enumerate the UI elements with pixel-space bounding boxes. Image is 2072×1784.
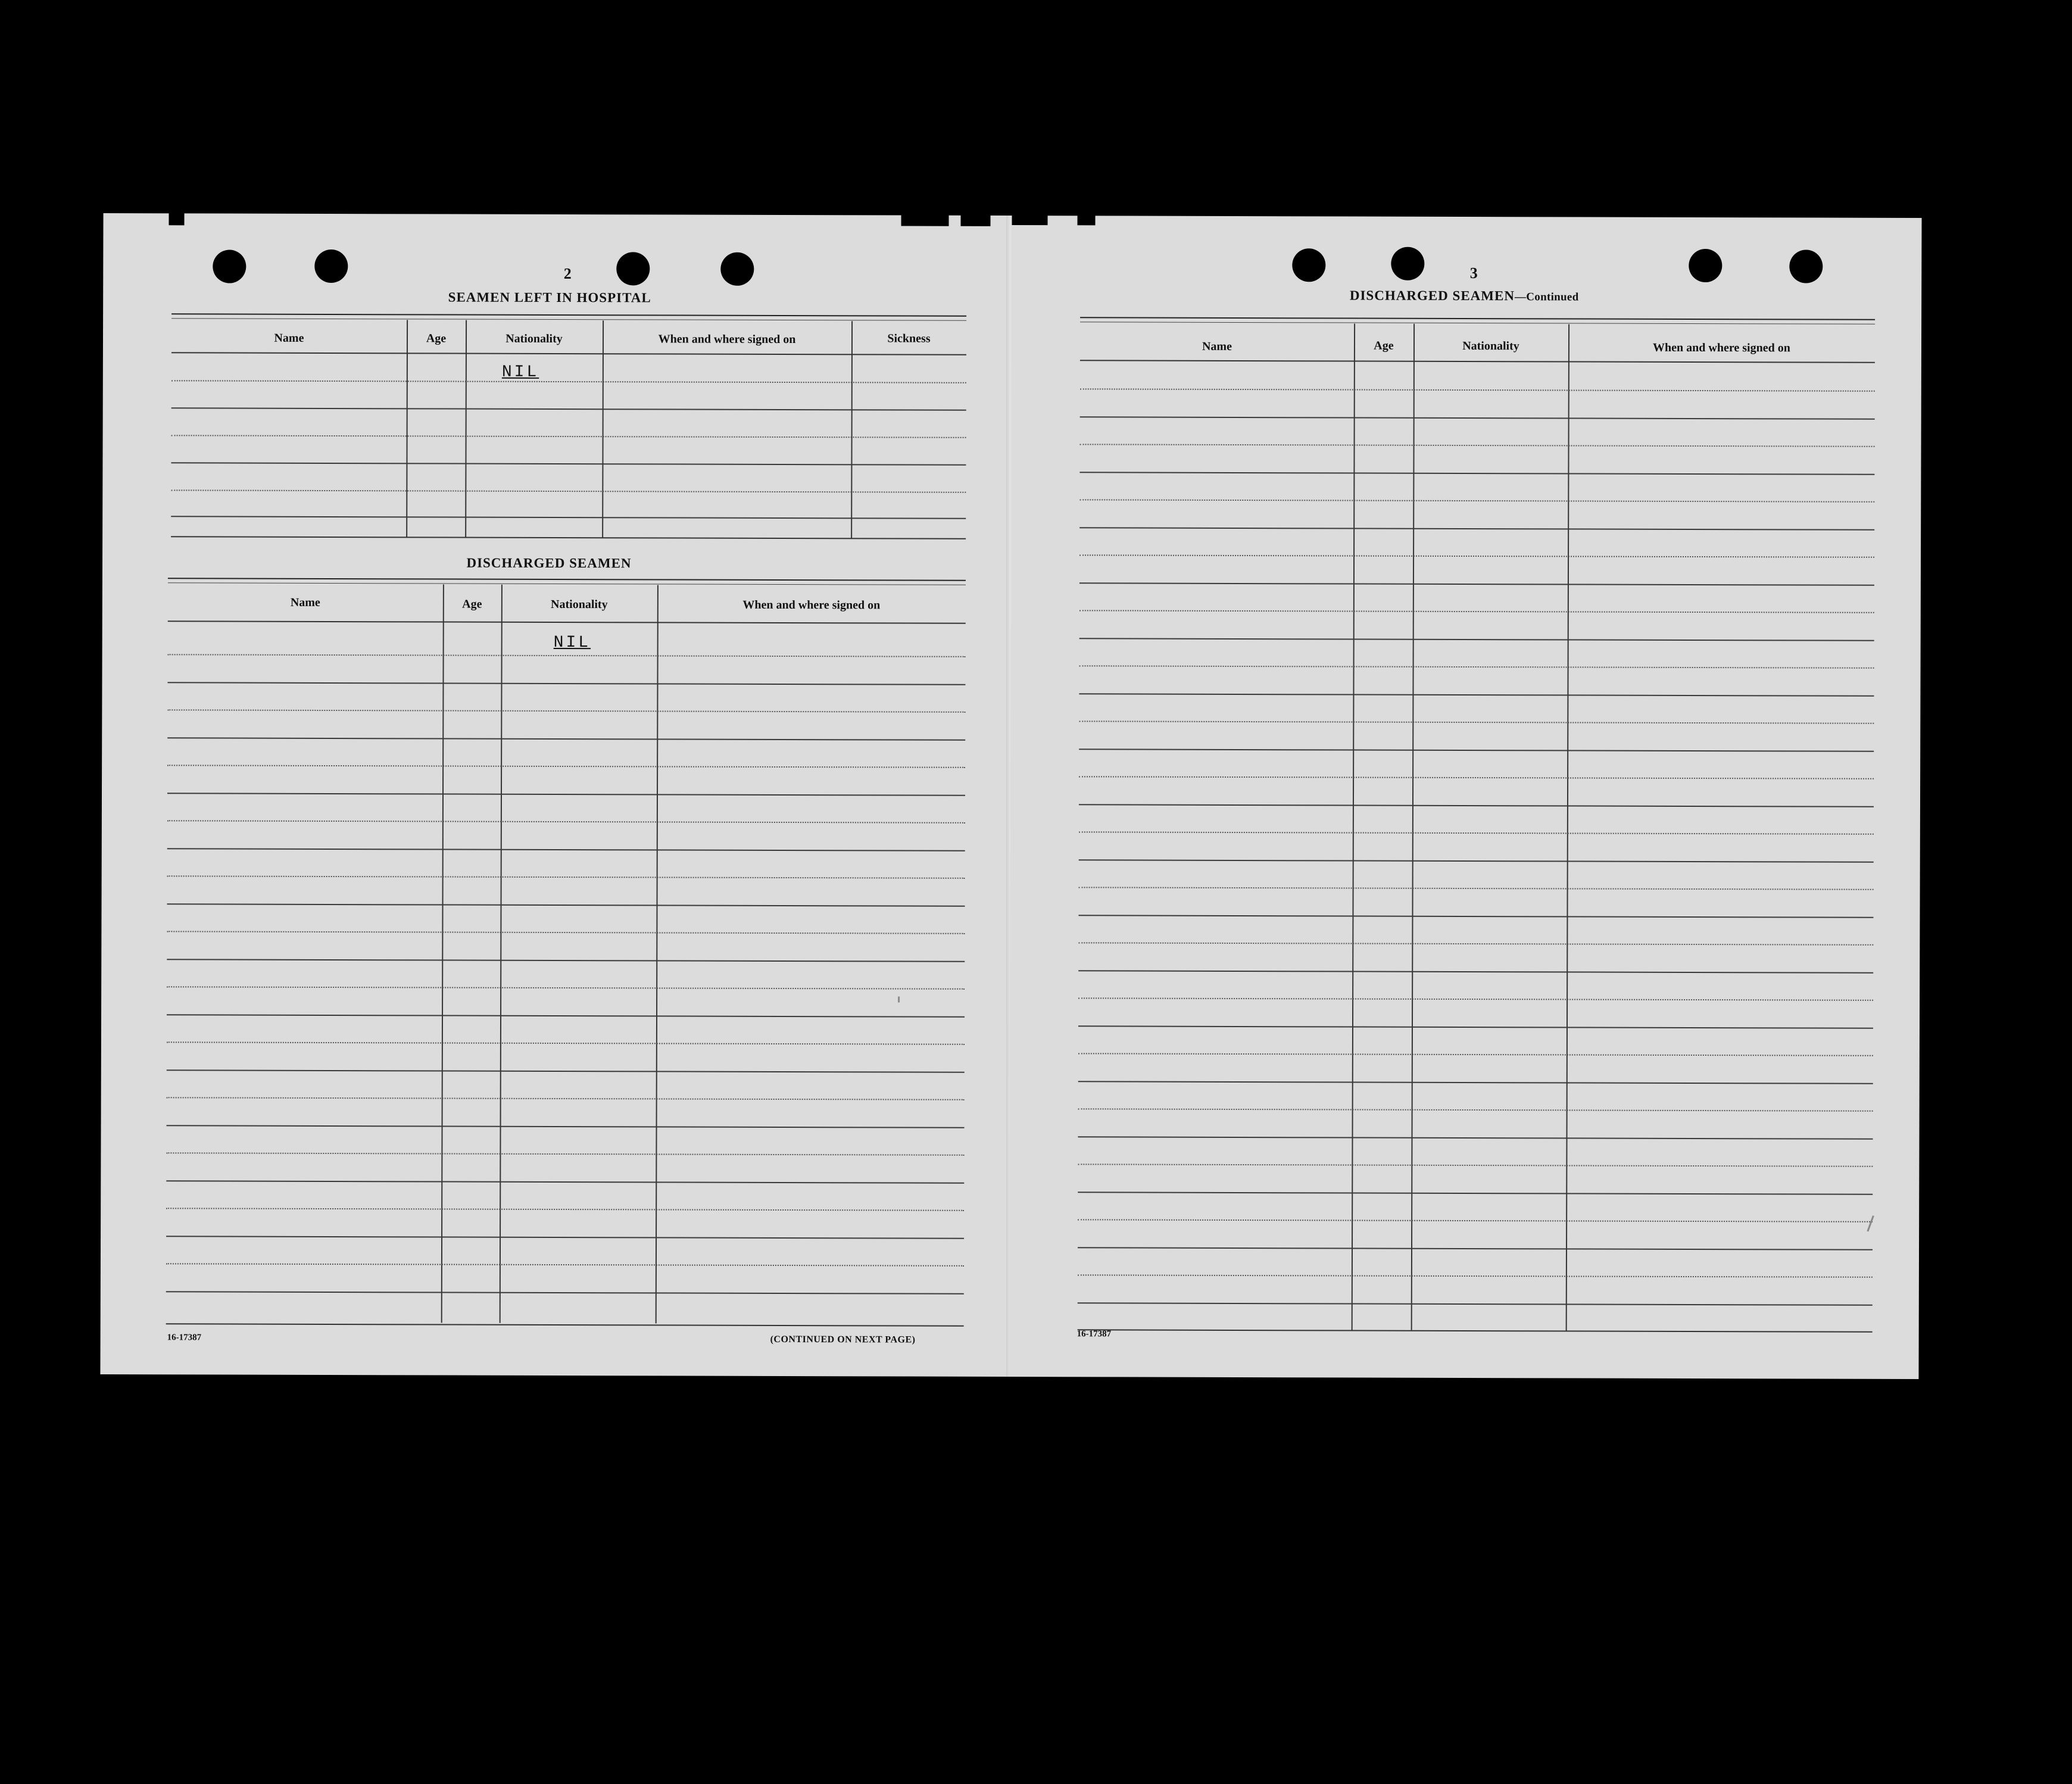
table-row xyxy=(167,1014,965,1018)
table-row xyxy=(1079,721,1874,723)
column-header-when-where: When and where signed on xyxy=(1653,341,1790,355)
table-row xyxy=(167,875,965,879)
column-divider xyxy=(500,585,503,1323)
table-row xyxy=(167,793,965,796)
binder-hole xyxy=(1689,249,1722,282)
table-row xyxy=(1079,776,1874,779)
table-row xyxy=(1078,1025,1873,1028)
hospital-section-title: SEAMEN LEFT IN HOSPITAL xyxy=(448,289,651,305)
binder-hole xyxy=(1391,247,1424,280)
table-row xyxy=(1078,1302,1873,1305)
column-header-when-where: When and where signed on xyxy=(658,332,796,347)
table-row xyxy=(1078,1053,1873,1056)
table-row xyxy=(1078,942,1873,945)
column-header-name: Name xyxy=(274,331,304,345)
discharged-continued-title xyxy=(1285,288,1643,304)
table-row xyxy=(1079,638,1874,641)
column-header-nationality: Nationality xyxy=(551,597,608,612)
table-top-rule xyxy=(1080,317,1875,324)
table-row xyxy=(1079,472,1874,475)
table-row xyxy=(167,959,965,962)
table-row xyxy=(167,820,965,824)
header-rule xyxy=(1080,360,1875,363)
table-row xyxy=(171,489,966,492)
table-row xyxy=(171,462,966,465)
table-row xyxy=(168,654,966,657)
binder-hole xyxy=(314,249,348,283)
torn-edge xyxy=(1078,212,1096,225)
column-header-age: Age xyxy=(1374,339,1394,353)
form-number: 16-17387 xyxy=(1076,1329,1112,1339)
table-row xyxy=(1078,1247,1873,1250)
table-row xyxy=(1079,554,1874,557)
table-row xyxy=(1079,748,1874,751)
torn-edge xyxy=(169,208,185,225)
table-row xyxy=(1078,1219,1873,1222)
continued-note: (CONTINUED ON NEXT PAGE) xyxy=(770,1334,916,1345)
table-row xyxy=(1078,997,1873,1000)
table-row xyxy=(166,1208,964,1211)
table-row xyxy=(1078,915,1873,918)
table-row xyxy=(1078,1164,1873,1167)
page-number: 2 xyxy=(563,265,572,283)
column-header-when-where: When and where signed on xyxy=(742,598,881,612)
discharged-continued-title-suffix: —Continued xyxy=(1514,291,1579,304)
discharged-section-title: DISCHARGED SEAMEN xyxy=(466,555,632,571)
table-row xyxy=(1079,610,1874,613)
table-bottom-rule xyxy=(166,1323,964,1327)
column-divider xyxy=(1352,324,1355,1330)
table-row xyxy=(167,1069,965,1073)
table-row xyxy=(171,435,966,438)
discharged-entry-nil: NIL xyxy=(553,633,591,653)
table-row xyxy=(167,986,965,990)
table-top-rule xyxy=(168,578,966,585)
table-row xyxy=(167,1125,965,1128)
header-rule xyxy=(168,620,966,624)
table-row xyxy=(1080,444,1875,447)
table-row xyxy=(171,407,966,410)
table-row xyxy=(1079,804,1874,807)
column-header-nationality: Nationality xyxy=(1462,339,1519,353)
table-row xyxy=(1079,859,1874,862)
torn-edge xyxy=(961,213,991,226)
table-row xyxy=(166,1263,964,1267)
binder-hole xyxy=(1789,249,1823,283)
table-row xyxy=(1079,499,1874,502)
torn-edge xyxy=(901,213,949,226)
table-bottom-rule xyxy=(171,536,966,539)
paper-mark xyxy=(898,997,900,1003)
column-divider xyxy=(656,585,659,1323)
table-row xyxy=(166,1180,964,1184)
table-row xyxy=(171,380,966,383)
table-row xyxy=(167,848,965,852)
table-row xyxy=(166,1236,964,1239)
table-row xyxy=(1080,388,1875,391)
table-row xyxy=(1078,970,1873,973)
table-row xyxy=(1079,831,1874,834)
hospital-entry-nil: NIL xyxy=(501,363,539,382)
table-row xyxy=(1079,693,1874,696)
binder-hole xyxy=(720,252,754,286)
table-row xyxy=(167,682,965,685)
table-row xyxy=(167,903,965,907)
column-divider xyxy=(441,584,444,1323)
table-row xyxy=(1079,527,1874,530)
discharged-continued-table xyxy=(1078,317,1875,1331)
torn-edge xyxy=(1012,212,1048,225)
discharged-table xyxy=(166,578,966,1330)
table-row xyxy=(1078,1081,1873,1084)
table-row xyxy=(1079,582,1874,585)
table-row xyxy=(1079,887,1874,890)
left-page xyxy=(100,213,1012,1377)
right-page xyxy=(1009,216,1921,1379)
table-row xyxy=(167,1041,965,1045)
discharged-continued-title-main: DISCHARGED SEAMEN xyxy=(1349,288,1515,304)
table-row xyxy=(1078,1274,1873,1277)
table-row xyxy=(1079,665,1874,668)
table-bottom-rule xyxy=(1078,1329,1873,1332)
table-row xyxy=(1080,416,1875,419)
table-row xyxy=(171,516,966,519)
column-header-age: Age xyxy=(462,597,482,611)
table-row xyxy=(167,931,965,934)
page-number: 3 xyxy=(1469,264,1478,282)
hospital-table xyxy=(171,313,966,541)
table-row xyxy=(167,765,965,768)
binder-hole xyxy=(616,252,650,285)
table-top-rule xyxy=(171,313,966,320)
column-header-name: Name xyxy=(290,595,320,609)
column-divider xyxy=(1566,324,1569,1330)
table-row xyxy=(166,1291,964,1295)
column-divider xyxy=(1411,324,1415,1330)
binder-hole xyxy=(1292,248,1325,282)
table-row xyxy=(1078,1192,1873,1194)
column-header-name: Name xyxy=(1202,339,1232,353)
header-rule xyxy=(171,352,966,355)
table-row xyxy=(1078,1108,1873,1111)
form-number: 16-17387 xyxy=(167,1333,202,1343)
column-header-nationality: Nationality xyxy=(505,332,563,346)
column-header-age: Age xyxy=(426,332,447,345)
table-row xyxy=(167,1097,965,1100)
table-row xyxy=(167,709,965,713)
table-row xyxy=(1078,1136,1873,1139)
column-header-sickness: Sickness xyxy=(887,332,931,345)
binder-hole xyxy=(213,249,246,283)
table-row xyxy=(166,1152,964,1156)
table-row xyxy=(167,737,965,741)
